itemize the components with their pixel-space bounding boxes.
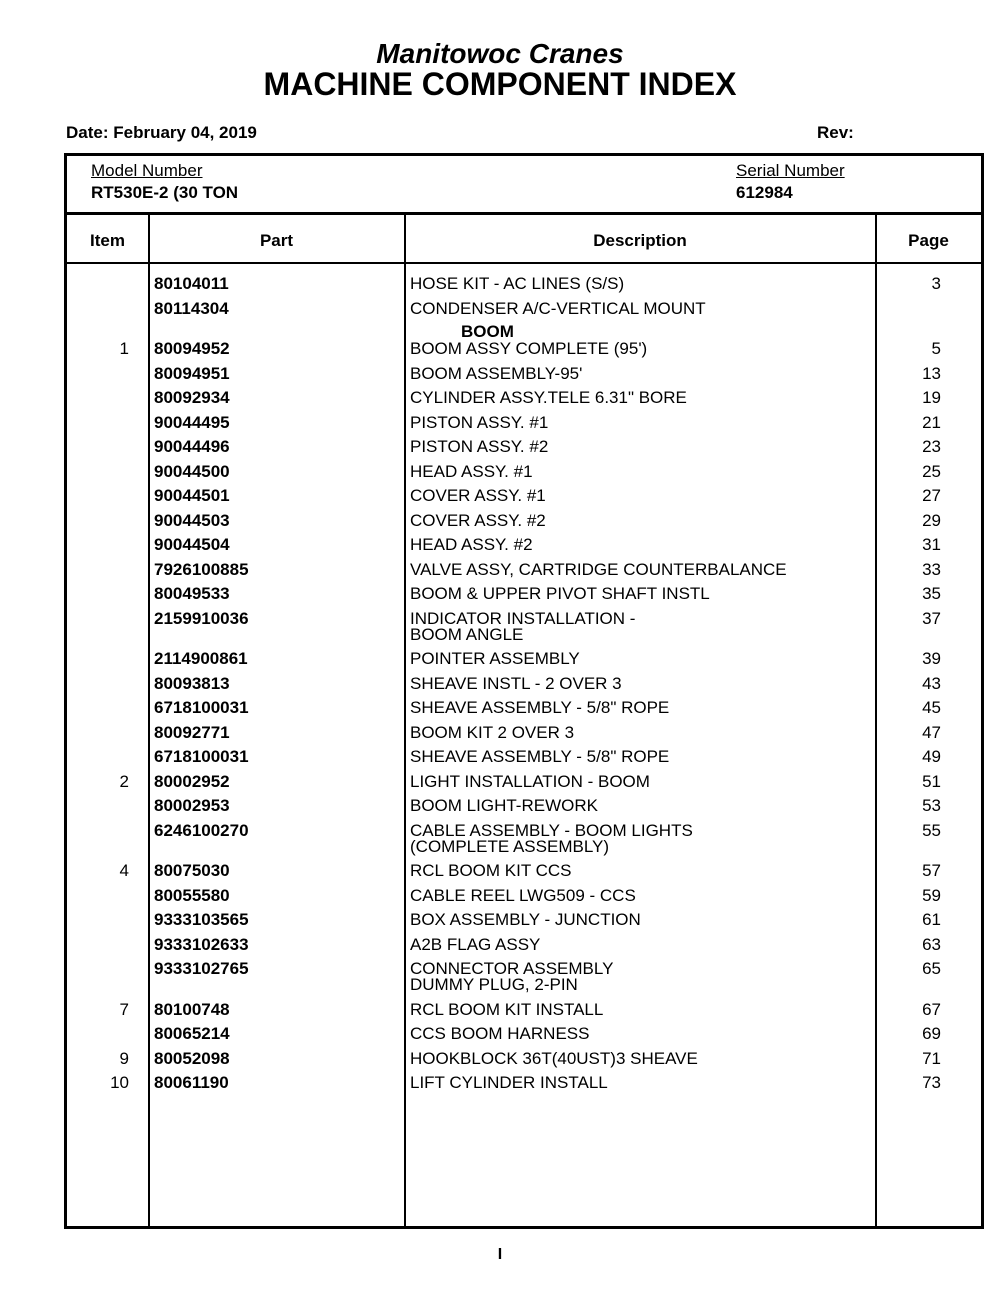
model-number-label: Model Number: [91, 161, 203, 180]
row-description: RCL BOOM KIT INSTALL: [410, 999, 604, 1019]
row-part-number: 6718100031: [154, 698, 249, 717]
row-item-number: 7: [119, 999, 129, 1019]
row-description: PISTON ASSY. #1: [410, 412, 549, 432]
row-part-number: 80092934: [154, 388, 230, 407]
row-page-number: 49: [922, 747, 941, 766]
row-page-number: 25: [922, 461, 941, 481]
column-divider-part: [404, 214, 406, 1226]
row-description-continued: BOOM ANGLE: [410, 624, 524, 644]
row-description: BOOM ASSEMBLY-95': [410, 363, 583, 383]
row-page-number: 29: [922, 510, 941, 530]
row-part-number: 80052098: [154, 1048, 230, 1068]
row-part-number: 80049533: [154, 584, 230, 603]
row-part-number: 80094951: [154, 363, 230, 383]
row-description: LIGHT INSTALLATION - BOOM: [410, 771, 650, 791]
row-item-number: 9: [119, 1048, 129, 1068]
row-part-number: 80055580: [154, 885, 230, 905]
row-description: CABLE REEL LWG509 - CCS: [410, 885, 636, 905]
row-description: VALVE ASSY, CARTRIDGE COUNTERBALANCE: [410, 559, 787, 579]
row-description: HEAD ASSY. #2: [410, 535, 533, 554]
row-description: INDICATOR INSTALLATION -: [410, 608, 636, 628]
serial-number-label: Serial Number: [736, 161, 845, 180]
row-page-number: 39: [922, 649, 941, 668]
row-description-continued: (COMPLETE ASSEMBLY): [410, 836, 610, 856]
row-part-number: 80061190: [154, 1073, 229, 1092]
row-part-number: 90044503: [154, 510, 230, 530]
serial-number-value: 612984: [736, 183, 793, 202]
row-description: CONNECTOR ASSEMBLY: [410, 959, 614, 978]
row-part-number: 90044504: [154, 535, 230, 554]
row-page-number: 57: [922, 861, 941, 880]
row-part-number: 90044496: [154, 437, 230, 456]
section-heading: BOOM: [461, 322, 514, 341]
row-description: CONDENSER A/C-VERTICAL MOUNT: [410, 298, 706, 318]
row-description: HEAD ASSY. #1: [410, 461, 533, 481]
page-number: I: [497, 1246, 503, 1263]
row-part-number: 90044495: [154, 412, 230, 432]
row-page-number: 53: [922, 796, 941, 815]
row-part-number: 6246100270: [154, 820, 249, 840]
column-header-part: Part: [259, 231, 294, 250]
row-description: CABLE ASSEMBLY - BOOM LIGHTS: [410, 820, 693, 840]
row-item-number: 2: [119, 771, 129, 791]
row-page-number: 47: [922, 722, 941, 742]
row-description: POINTER ASSEMBLY: [410, 649, 580, 668]
column-header-page: Page: [908, 231, 949, 250]
row-description: SHEAVE INSTL - 2 OVER 3: [410, 673, 622, 693]
row-description: COVER ASSY. #1: [410, 486, 546, 505]
row-part-number: 80094952: [154, 339, 230, 358]
row-description: SHEAVE ASSEMBLY - 5/8" ROPE: [410, 747, 670, 766]
row-part-number: 9333102633: [154, 934, 249, 954]
row-description: RCL BOOM KIT CCS: [410, 861, 572, 880]
model-divider: [67, 212, 981, 215]
row-description: BOOM & UPPER PIVOT SHAFT INSTL: [410, 584, 710, 603]
row-page-number: 35: [922, 584, 941, 603]
row-page-number: 69: [922, 1024, 941, 1043]
header-divider: [67, 262, 981, 264]
row-page-number: 73: [922, 1073, 941, 1092]
row-description: BOOM LIGHT-REWORK: [410, 796, 598, 815]
row-page-number: 71: [922, 1048, 941, 1068]
row-part-number: 9333102765: [154, 959, 249, 978]
row-item-number: 4: [119, 861, 129, 880]
row-page-number: 31: [922, 535, 941, 554]
row-page-number: 65: [922, 959, 941, 978]
row-description: BOOM ASSY COMPLETE (95'): [410, 339, 648, 358]
row-part-number: 7926100885: [154, 559, 249, 579]
row-page-number: 67: [922, 999, 941, 1019]
row-page-number: 19: [922, 388, 941, 407]
model-number-value: RT530E-2 (30 TON: [91, 183, 239, 202]
column-header-item: Item: [90, 231, 125, 250]
row-item-number: 1: [119, 339, 129, 358]
row-page-number: 23: [922, 437, 941, 456]
row-page-number: 63: [922, 934, 941, 954]
company-name: Manitowoc Cranes: [376, 38, 624, 69]
row-description: BOOM KIT 2 OVER 3: [410, 722, 575, 742]
row-page-number: 43: [922, 673, 941, 693]
row-page-number: 33: [922, 559, 941, 579]
document-title: MACHINE COMPONENT INDEX: [263, 66, 737, 102]
column-divider-item: [148, 214, 150, 1226]
row-part-number: 80075030: [154, 861, 230, 880]
component-index-table: [64, 153, 984, 1229]
row-page-number: 45: [922, 698, 941, 717]
row-part-number: 80002952: [154, 771, 230, 791]
row-description: LIFT CYLINDER INSTALL: [410, 1073, 608, 1092]
row-part-number: 90044500: [154, 461, 230, 481]
row-part-number: 80114304: [154, 298, 229, 318]
row-part-number: 2159910036: [154, 608, 249, 628]
revision-label: Rev:: [817, 123, 854, 142]
row-description: HOSE KIT - AC LINES (S/S): [410, 274, 625, 293]
row-part-number: 90044501: [154, 486, 230, 505]
row-description: A2B FLAG ASSY: [410, 934, 541, 954]
row-page-number: 51: [922, 771, 941, 791]
row-part-number: 6718100031: [154, 747, 249, 766]
row-part-number: 80092771: [154, 722, 230, 742]
row-description: HOOKBLOCK 36T(40UST)3 SHEAVE: [410, 1048, 698, 1068]
row-description: BOX ASSEMBLY - JUNCTION: [410, 910, 641, 929]
document-date: Date: February 04, 2019: [66, 123, 257, 142]
row-page-number: 59: [922, 885, 941, 905]
row-page-number: 5: [931, 339, 941, 358]
serial-number-block: [736, 160, 845, 204]
row-part-number: 9333103565: [154, 910, 249, 929]
row-part-number: 80065214: [154, 1024, 230, 1043]
row-page-number: 27: [922, 486, 941, 505]
row-part-number: 80002953: [154, 796, 230, 815]
row-description: COVER ASSY. #2: [410, 510, 546, 530]
row-page-number: 13: [922, 363, 941, 383]
row-page-number: 37: [922, 608, 941, 628]
row-description: SHEAVE ASSEMBLY - 5/8" ROPE: [410, 698, 670, 717]
row-description: CYLINDER ASSY.TELE 6.31" BORE: [410, 388, 687, 407]
row-page-number: 55: [922, 820, 941, 840]
row-page-number: 61: [922, 910, 941, 929]
row-description: CCS BOOM HARNESS: [410, 1024, 590, 1043]
row-part-number: 80104011: [154, 274, 229, 293]
row-part-number: 80093813: [154, 673, 230, 693]
row-description: PISTON ASSY. #2: [410, 437, 549, 456]
row-description-continued: DUMMY PLUG, 2-PIN: [410, 975, 578, 994]
row-part-number: 2114900861: [154, 649, 248, 668]
row-part-number: 80100748: [154, 999, 230, 1019]
row-item-number: 10: [110, 1073, 129, 1092]
row-page-number: 3: [931, 274, 941, 293]
model-number-block: [91, 160, 238, 204]
column-header-description: Description: [593, 231, 687, 250]
row-page-number: 21: [922, 412, 941, 432]
